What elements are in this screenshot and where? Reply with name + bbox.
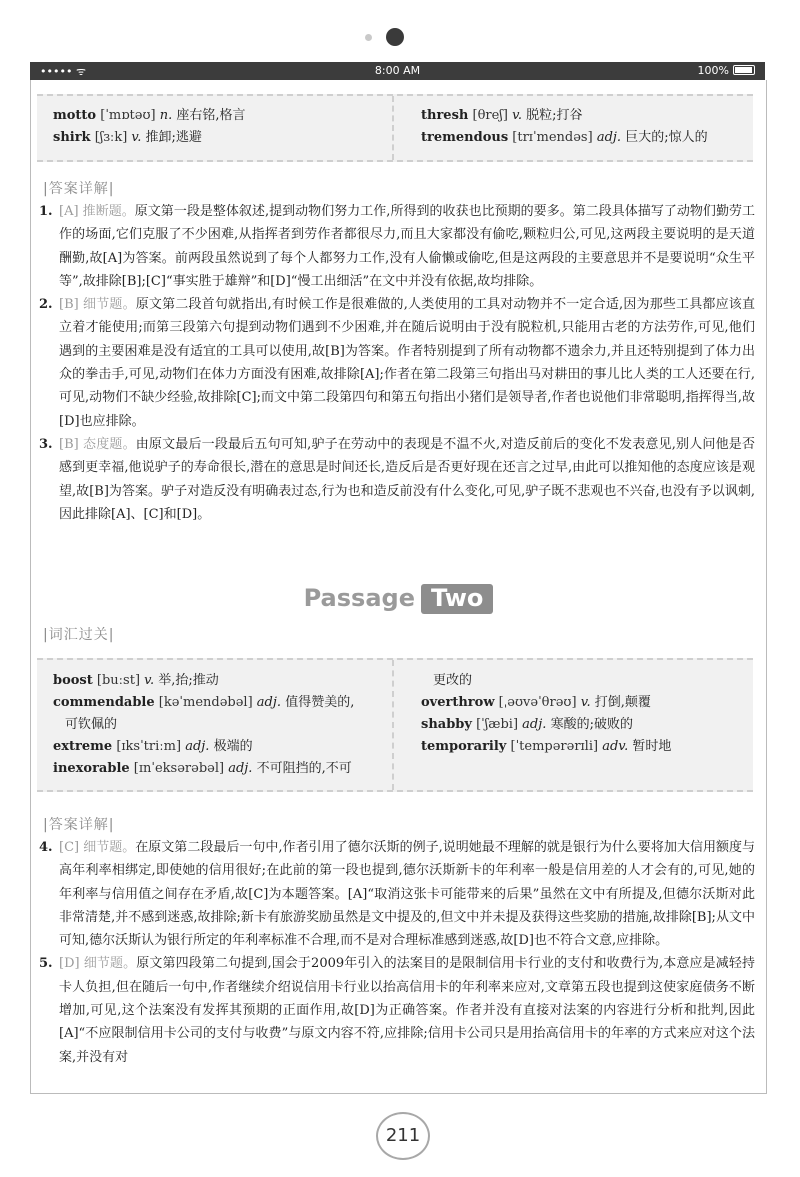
vocab-entry-continued: 更改的 bbox=[433, 673, 473, 688]
camera-lens bbox=[386, 28, 404, 46]
answer-item: 2. [B] 细节题。原文第二段首句就指出,有时候工作是很难做的,人类使用的工具对动物并不一定合适,因为那些工具都应该直立着才能使用;而第三段第六句提到动物们遇到不少困难,并在随后说明由于没有脱粒机,只能用古老的方法劳作,可见,他们遇到的主要困难是没有适宜的工具可以使用,故[B]为答案。作者特别提到了所有动物都不遗余力,并且还特别提到了体力出众的拳击手,可见,动物们在体力方面没有困难,故排除[A];作者在第二段第三句指出马对耕田的事儿比人类的工人还要在行,可见,动物们不缺少经验,故排除[C];而文中第二段第四句和第五句指出小猪们是领导者,作者也说他们非常聪明,指挥得当,故[D]也应排除。 bbox=[39, 297, 755, 429]
vocab-col-right bbox=[405, 660, 753, 790]
vocab-box-2 bbox=[37, 658, 753, 792]
vocab-entry: thresh [θreʃ] v. 脱粒;打谷 bbox=[421, 108, 583, 123]
vocab-entry: shabby [ˈʃæbi] adj. 寒酸的;破败的 bbox=[421, 717, 633, 732]
vocab-entry: inexorable [ɪnˈeksərəbəl] adj. 不可阻挡的,不可 bbox=[53, 761, 352, 776]
section-heading-vocab: |词汇过关| bbox=[43, 627, 115, 643]
answer-item: 4. [C] 细节题。在原文第二段最后一句中,作者引用了德尔沃斯的例子,说明她最不理解的就是银行为什么要将加大信用额度与高年利率相绑定,即使她的信用很好;在此前的第一段也提到,德尔沃斯新卡的年利率一般是信用差的人才会有的,可见,她的年利率与信用值之间存在矛盾,故[C]为本题答案。[A]“取消这张卡可能带来的后果”虽然在文中有所提及,但德尔沃斯对此非常清楚,并不感到迷惑,故排除;新卡有旅游奖励虽然是文中提及的,但文中并未提及获得这些奖励的措施,故排除[B];从文中可知,德尔沃斯认为银行所定的年利率标准不合理,而不是对合理标准感到迷惑,故[D]也不符合文意,应排除。 bbox=[39, 840, 755, 949]
answer-item: 3. [B] 态度题。由原文最后一段最后五句可知,驴子在劳动中的表现是不温不火,对造反前后的变化不发表意见,别人问他是否感到更幸福,他说驴子的寿命很长,潜在的意思是时间还长,造反后是否更好现在还言之过早,由此可以推知他的态度应该是观望,故[B]为答案。驴子对造反没有明确表过态,行为也和造反前没有什么变化,可见,驴子既不悲观也不兴奋,也没有予以讽刺,因此排除[A]、[C]和[D]。 bbox=[39, 436, 755, 522]
answer-item: 5. [D] 细节题。原文第四段第二句提到,国会于2009年引入的法案目的是限制信用卡行业的支付和收费行为,本意应是减轻持卡人负担,但在随后一句中,作者继续介绍说信用卡行业以抬高信用卡的年利率来应对,文章第五段也提到这使家庭债务不断增加,可见,这个法案没有发挥其预期的正面作用,故[D]为正确答案。作者并没有直接对法案的内容进行分析和批判,因此[A]“不应限制信用卡公司的支付与收费”与原文内容不符,应排除;信用卡公司只是用抬高信用卡的年率的方式来应对这个法案,并没有对 bbox=[39, 956, 755, 1065]
status-bar bbox=[30, 62, 765, 80]
vocab-entry: temporarily [ˈtempərərɪli] adv. 暂时地 bbox=[421, 739, 672, 754]
section-heading-answers: |答案详解| bbox=[43, 817, 115, 833]
passage-title: Passage Two bbox=[31, 584, 766, 612]
vocab-entry: extreme [ɪksˈtriːm] adj. 极端的 bbox=[53, 739, 253, 754]
vocab-entry: overthrow [ˌəʊvəˈθrəʊ] v. 打倒,颠覆 bbox=[421, 695, 651, 710]
answers-list-2 bbox=[39, 836, 755, 1069]
battery-percent: 100% bbox=[697, 64, 729, 77]
answer-item: 1. [A] 推断题。原文第一段是整体叙述,提到动物们努力工作,所得到的收获也比预期的要多。第二段具体描写了动物们勤劳工作的场面,它们克服了不少困难,从指挥者到劳作者都很尽力,而且大家都没有偷吃,颗粒归公,可见,这两段主要说明的是天道酬勤,故[A]为答案。前两段虽然说到了每个人都努力工作,没有人偷懒或偷吃,但是这两段的主要意思并不是要说明“众生平等”,故排除[B];[C]“事实胜于雄辩”和[D]“慢工出细活”在文中并没有依据,故均排除。 bbox=[39, 204, 755, 289]
vocab-entry: tremendous [trɪˈmendəs] adj. 巨大的;惊人的 bbox=[421, 130, 708, 145]
vocab-entry: boost [buːst] v. 举,抬;推动 bbox=[53, 673, 219, 688]
signal-wifi-icon: ••••• ᯤ bbox=[40, 65, 86, 78]
vocab-col-right bbox=[405, 96, 753, 160]
vocab-entry: commendable [kəˈmendəbəl] adj. 值得赞美的, 可钦佩的 bbox=[53, 695, 355, 732]
battery-icon bbox=[733, 65, 755, 75]
answers-list-1 bbox=[39, 200, 755, 526]
status-time: 8:00 AM bbox=[374, 64, 421, 77]
vocab-box-1 bbox=[37, 94, 753, 162]
battery-indicator bbox=[698, 64, 755, 77]
vocab-entry: motto [ˈmɒtəʊ] n. 座右铭,格言 bbox=[53, 108, 246, 123]
section-heading-answers: |答案详解| bbox=[43, 181, 115, 197]
page-number: 211 bbox=[376, 1112, 430, 1160]
device-camera bbox=[0, 28, 800, 48]
book-page bbox=[30, 80, 767, 1094]
vocab-entry: shirk [ʃɜːk] v. 推卸;逃避 bbox=[53, 130, 202, 145]
sensor-dot bbox=[365, 34, 372, 41]
vocab-col-left bbox=[37, 660, 394, 790]
vocab-col-left bbox=[37, 96, 394, 160]
